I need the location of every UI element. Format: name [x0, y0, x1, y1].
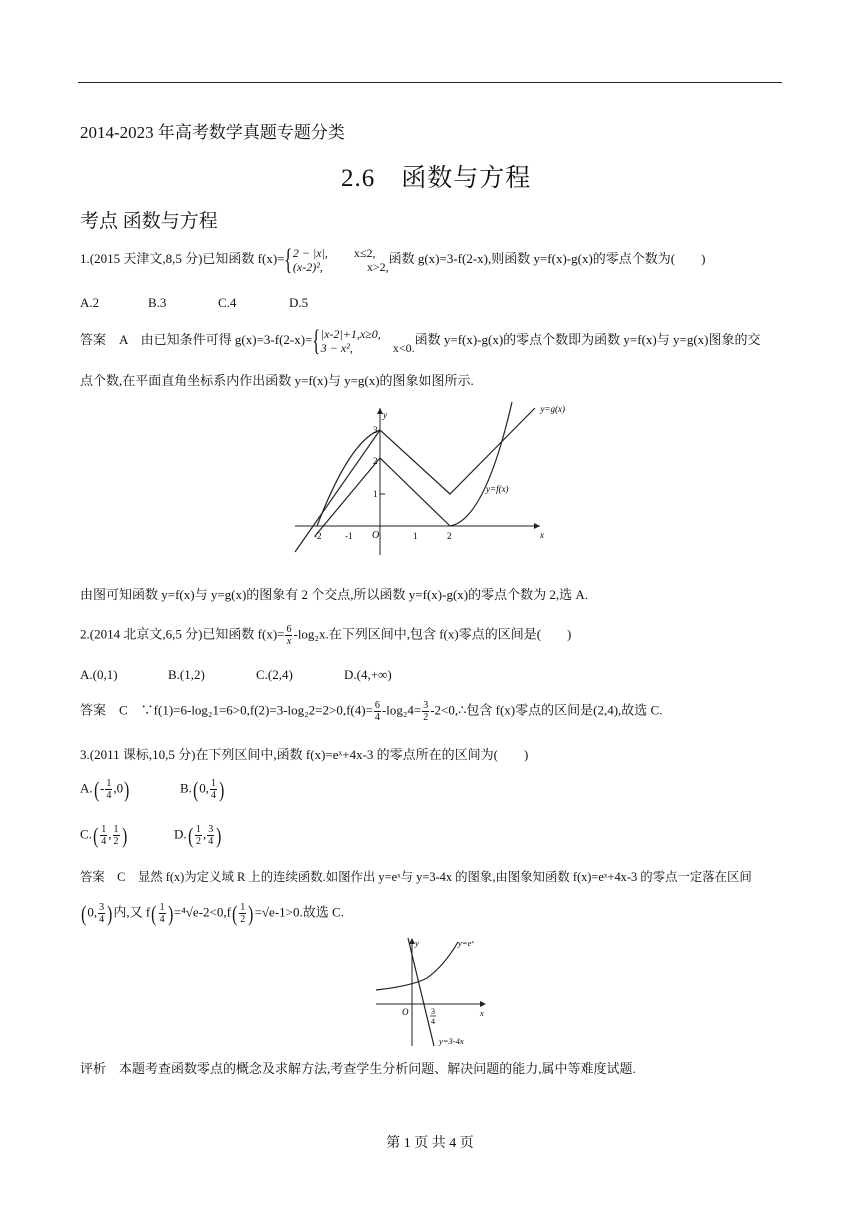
- frac-num: 1: [113, 824, 119, 835]
- q3-answer-line1: 答案 C 显然 f(x)为定义域 R 上的连续函数.如图作出 y=eˣ与 y=3-4x 的图象,由图象知函数 f(x)=eˣ+4x-3 的零点一定落在区间: [80, 870, 752, 884]
- x-axis-arrow: [480, 1001, 486, 1007]
- fraction: [98, 902, 105, 925]
- frac-den: 4: [101, 836, 107, 847]
- fraction: [239, 902, 246, 925]
- q2-option-c: C.(2,4): [256, 667, 293, 682]
- axis-x-label: x: [540, 530, 544, 540]
- label-f: y=f(x): [486, 484, 509, 494]
- frac-den: 2: [423, 712, 429, 723]
- g-cond2: x<0.: [392, 341, 415, 355]
- q3-option-b: [180, 778, 225, 801]
- q1-option-b: B.3: [148, 295, 167, 310]
- frac-den: 4: [374, 712, 380, 723]
- frac-den: 2: [240, 914, 246, 925]
- piecewise-f: [293, 246, 389, 274]
- axis-y-label: y: [383, 410, 387, 420]
- q2-option-a: A.(0,1): [80, 667, 118, 682]
- kaodian-heading: 考点 函数与方程: [80, 211, 218, 232]
- q1-stem-start: 1.(2015 天津文,8,5 分)已知函数 f(x)=: [80, 250, 285, 266]
- q1-answer-start: 答案 A 由已知条件可得 g(x)=3-f(2-x)=: [80, 331, 313, 347]
- q3-option-d: D.( $\frac{1}{2}$ , $\frac{3}{4}$ ): [174, 822, 222, 848]
- fraction: [105, 778, 112, 801]
- paren: (: [187, 822, 193, 848]
- brace: {: [284, 243, 293, 276]
- case2-expr: (x-2)²,: [292, 260, 323, 274]
- frac-den: 2: [113, 836, 119, 847]
- paren: ): [219, 776, 225, 802]
- q2-option-b: B.(1,2): [168, 667, 205, 682]
- q3-graph: [372, 934, 492, 1050]
- fraction: [374, 700, 381, 723]
- answer-part: 0,: [87, 904, 98, 920]
- tick-num: 3: [431, 1007, 435, 1016]
- q1-option-c: C.4: [218, 295, 237, 310]
- axis-x-label: x: [480, 1008, 484, 1018]
- header-rule: [78, 82, 782, 83]
- tick-label-x: 1: [413, 531, 418, 541]
- paren: ): [248, 900, 254, 926]
- tick-label-x: -2: [314, 531, 322, 541]
- q2-answer-end: -2<0,∴包含 f(x)零点的区间是(2,4),故选 C.: [430, 702, 663, 718]
- frac-num: 3: [208, 824, 214, 835]
- q2-answer-mid: -log₂4=: [381, 702, 422, 718]
- frac-den: 4: [211, 790, 216, 801]
- option-rest: 0,: [199, 780, 209, 796]
- fraction: [285, 624, 292, 647]
- q1-conclusion: 由图可知函数 y=f(x)与 y=g(x)的图象有 2 个交点,所以函数 y=f(x)-g(x)的零点个数为 2,选 A.: [80, 587, 589, 602]
- axis-y-label: y: [415, 938, 419, 948]
- g-case2: 3 − x²,: [320, 341, 353, 355]
- paren: ): [167, 900, 173, 926]
- fraction: [100, 824, 107, 847]
- fraction: [113, 824, 120, 847]
- label-line: y=3-4x: [439, 1036, 464, 1046]
- frac-den: 4: [208, 836, 214, 847]
- frac-num: 1: [195, 824, 201, 835]
- frac-den: 4: [106, 790, 112, 801]
- frac-den: 4: [99, 914, 105, 925]
- frac-num: 1: [159, 902, 165, 913]
- answer-part: 内,又 f: [113, 904, 151, 920]
- paren: (: [232, 900, 238, 926]
- origin-label: O: [372, 530, 380, 541]
- q1-answer-mid: 函数 y=f(x)-g(x)的零点个数即为函数 y=f(x)与 y=g(x)图象的交: [414, 331, 761, 347]
- fraction: [195, 824, 202, 847]
- tick-label-x: -1: [345, 531, 353, 541]
- q2-stem: [80, 624, 571, 647]
- paren: (: [81, 900, 87, 926]
- q2-answer-start: 答案 C ∵f(1)=6-log₂1=6>0,f(2)=3-log₂2=2>0,f(4)=: [80, 702, 373, 718]
- q1-stem: [80, 245, 705, 275]
- frac-den: 2: [195, 836, 201, 847]
- paren: (: [93, 776, 99, 802]
- frac-num: 1: [211, 778, 216, 789]
- q3-pingxi: 评析 本题考查函数零点的概念及求解方法,考查学生分析问题、解决问题的能力,属中等难度试题.: [80, 1061, 636, 1076]
- case1-expr: 2 − |x|,: [292, 246, 328, 260]
- answer-part: =⁴√e-2<0,f: [173, 904, 231, 920]
- page-footer: 第 1 页 共 4 页: [386, 1136, 474, 1151]
- frac-num: 1: [101, 824, 107, 835]
- option-letter: B.: [180, 780, 192, 796]
- tick-label-y: 2: [373, 456, 378, 466]
- frac-den: x: [286, 636, 292, 647]
- exp-curve: [376, 942, 458, 990]
- frac-num: 3: [423, 700, 429, 711]
- q2-option-d: D.(4,+∞): [344, 667, 392, 682]
- series-title: 2014-2023 年高考数学真题专题分类: [80, 123, 345, 142]
- fraction: [210, 778, 217, 801]
- tick-label-y: 1: [373, 489, 378, 499]
- q1-option-d: D.5: [289, 295, 309, 310]
- paren: ): [107, 900, 113, 926]
- frac-num: 6: [286, 624, 292, 635]
- answer-part: =√e-1>0.故选 C.: [254, 904, 344, 920]
- frac-num: 3: [99, 902, 105, 913]
- q2-stem-start: 2.(2014 北京文,6,5 分)已知函数 f(x)=: [80, 626, 285, 642]
- paren: (: [93, 822, 99, 848]
- section-title: 2.6 函数与方程: [341, 165, 532, 192]
- paren: ): [124, 776, 130, 802]
- f-curve-parabola: [450, 402, 512, 526]
- frac-num: 6: [374, 700, 380, 711]
- x-axis-arrow: [534, 523, 540, 529]
- paren: (: [151, 900, 157, 926]
- frac-num: 1: [240, 902, 246, 913]
- fraction: [422, 700, 429, 723]
- tick-label-x: 2: [447, 531, 452, 541]
- q3-stem: 3.(2011 课标,10,5 分)在下列区间中,函数 f(x)=eˣ+4x-3 的零点所在的区间为( ): [80, 747, 529, 762]
- q1-answer-cont: 点个数,在平面直角坐标系内作出函数 y=f(x)与 y=g(x)的图象如图所示.: [80, 373, 474, 388]
- case2-cond: x>2,: [366, 260, 389, 274]
- option-letter: D.: [174, 826, 187, 842]
- paren: (: [193, 776, 199, 802]
- option-rest: ,0: [113, 780, 124, 796]
- frac-num: 1: [106, 778, 112, 789]
- q1-stem-end: 函数 g(x)=3-f(2-x),则函数 y=f(x)-g(x)的零点个数为( ): [388, 250, 706, 266]
- q1-graph: [290, 400, 590, 560]
- label-g: y=g(x): [540, 404, 565, 414]
- paren: ): [216, 822, 222, 848]
- option-letter: C.: [80, 826, 92, 842]
- case1-cond: x≤2,: [353, 246, 376, 260]
- q1-option-a: A.2: [80, 295, 100, 310]
- f-curve-abs: [315, 458, 450, 536]
- q3-option-a: A.(- $\frac{1}{4}$ ,0): [80, 776, 130, 802]
- q3-option-c: C.( $\frac{1}{4}$ , $\frac{1}{2}$ ): [80, 822, 127, 848]
- fraction: [159, 902, 166, 925]
- brace: {: [312, 324, 321, 357]
- origin-label: O: [402, 1007, 409, 1017]
- paren: ): [121, 822, 127, 848]
- q2-stem-end: -log₂x.在下列区间中,包含 f(x)零点的区间是( ): [293, 626, 572, 642]
- piecewise-g: [321, 327, 415, 355]
- frac-den: 4: [159, 914, 165, 925]
- fraction: [207, 824, 214, 847]
- q3-answer-line2: [80, 902, 344, 925]
- label-exp: y=eˣ: [458, 938, 474, 948]
- q2-answer: [80, 700, 662, 723]
- option-letter: A.: [80, 780, 93, 796]
- tick-label-y: 3: [373, 425, 378, 435]
- g-case1: |x-2|+1,x≥0,: [320, 327, 381, 341]
- q1-answer: [80, 326, 760, 356]
- tick-den: 4: [431, 1017, 435, 1026]
